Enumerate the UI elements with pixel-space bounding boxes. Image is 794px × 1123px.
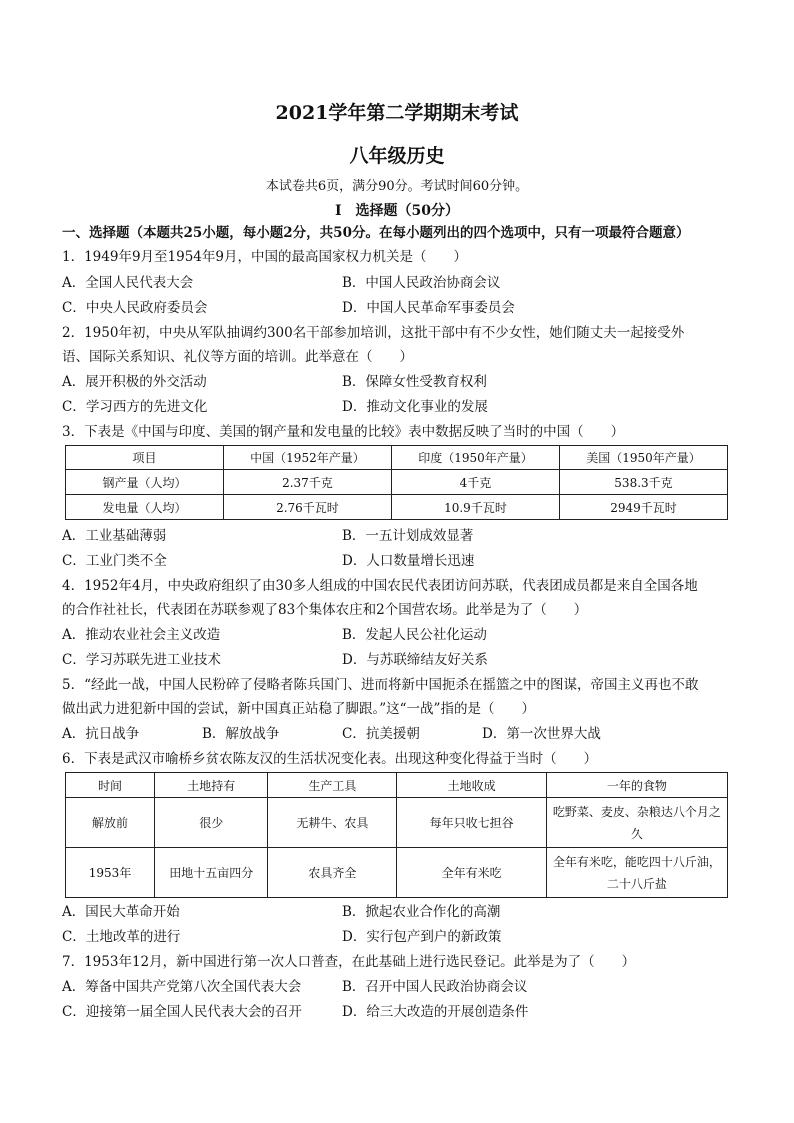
- question-4-option-a: A．推动农业社会主义改造: [62, 627, 221, 643]
- question-4-option-d: D．与苏联缔结友好关系: [342, 652, 488, 668]
- question-4-stem-line1: 4．1952年4月，中央政府组织了由30多人组成的中国农民代表团访问苏联，代表团成员都是来自全国各地: [62, 578, 698, 594]
- question-1-option-c: C．中央人民政府委员会: [62, 300, 208, 316]
- table-row: [66, 848, 728, 898]
- question-1-option-b: B．中国人民政治协商会议: [342, 275, 501, 291]
- question-6-option-b: B．掀起农业合作化的高潮: [342, 904, 501, 920]
- question-1-stem: 1．1949年9月至1954年9月，中国的最高国家权力机关是（ ）: [62, 249, 467, 265]
- question-5-option-b: B．解放战争: [202, 726, 280, 742]
- table-cell: 吃野菜、麦皮、杂粮达八个月之久: [546, 798, 727, 848]
- table-row: [66, 470, 728, 495]
- question-7-option-a: A．筹备中国共产党第八次全国代表大会: [62, 979, 302, 995]
- question-1-option-a: A．全国人民代表大会: [62, 275, 194, 291]
- question-2-option-d: D．推动文化事业的发展: [342, 399, 488, 415]
- question-2-option-c: C．学习西方的先进文化: [62, 399, 208, 415]
- table-header-cell: 时间: [66, 773, 155, 798]
- question-5-option-a: A．抗日战争: [62, 726, 140, 742]
- table-header-row: [66, 773, 728, 798]
- question-3-option-b: B．一五计划成效显著: [342, 528, 474, 544]
- question-2-option-b: B．保障女性受教育权利: [342, 374, 487, 390]
- table-header-cell: 土地持有: [155, 773, 268, 798]
- question-5-option-d: D．第一次世界大战: [482, 726, 601, 742]
- table-header-cell: 美国（1950年产量）: [559, 446, 727, 470]
- table-cell: 全年有米吃: [397, 848, 546, 898]
- part-heading: Ⅰ 选择题（50分）: [334, 203, 460, 219]
- table-header-cell: 土地收成: [397, 773, 546, 798]
- question-7-stem: 7．1953年12月，新中国进行第一次人口普查，在此基础上进行选民登记。此举是为了（ ）: [62, 954, 636, 970]
- question-4-option-b: B．发起人民公社化运动: [342, 627, 487, 643]
- table-header-cell: 一年的食物: [546, 773, 727, 798]
- question-2-stem-line1: 2．1950年初，中央从军队抽调约300名干部参加培训，这批干部中有不少女性，她们随丈夫一起接受外: [62, 325, 685, 341]
- table-cell: 10.9千瓦时: [391, 495, 559, 520]
- question-6-option-a: A．国民大革命开始: [62, 904, 180, 920]
- question-4-option-c: C．学习苏联先进工业技术: [62, 652, 221, 668]
- question-2-option-a: A．展开积极的外交活动: [62, 374, 207, 390]
- question-2-stem-line2: 语、国际关系知识、礼仪等方面的培训。此举意在（ ）: [62, 349, 413, 365]
- living-conditions-table: [65, 772, 728, 898]
- table-cell: 2.37千克: [223, 470, 391, 495]
- table-header-cell: 生产工具: [268, 773, 397, 798]
- table-cell: 4千克: [391, 470, 559, 495]
- table-cell: 2.76千瓦时: [223, 495, 391, 520]
- table-cell: 538.3千克: [559, 470, 727, 495]
- table-header-cell: 中国（1952年产量）: [223, 446, 391, 470]
- table-cell: 每年只收七担谷: [397, 798, 546, 848]
- question-6-stem: 6．下表是武汉市喻桥乡贫农陈友汉的生活状况变化表。出现这种变化得益于当时（ ）: [62, 751, 598, 767]
- table-cell: 钢产量（人均）: [66, 470, 224, 495]
- exam-title: 2021学年第二学期期末考试: [275, 102, 519, 124]
- table-header-cell: 项目: [66, 446, 224, 470]
- table-header-cell: 印度（1950年产量）: [391, 446, 559, 470]
- question-5-option-c: C．抗美援朝: [342, 726, 420, 742]
- question-5-stem-line1: 5．“经此一战，中国人民粉碎了侵略者陈兵国门、进而将新中国扼杀在摇篮之中的图谋，帝国主义再也不敢: [62, 677, 699, 693]
- table-cell: 解放前: [66, 798, 155, 848]
- table-row: [66, 798, 728, 848]
- table-cell: 无耕牛、农具: [268, 798, 397, 848]
- question-3-stem: 3．下表是《中国与印度、美国的钢产量和发电量的比较》表中数据反映了当时的中国（ ）: [62, 424, 625, 440]
- question-5-stem-line2: 做出武力进犯新中国的尝试，新中国真正站稳了脚跟。”这“一战”指的是（ ）: [62, 701, 535, 717]
- subject-title: 八年级历史: [349, 145, 445, 167]
- question-3-option-d: D．人口数量增长迅速: [342, 553, 475, 569]
- question-6-option-d: D．实行包产到户的新政策: [342, 929, 502, 945]
- steel-electricity-table: [65, 445, 728, 520]
- table-cell: 很少: [155, 798, 268, 848]
- table-cell: 农具齐全: [268, 848, 397, 898]
- question-7-option-b: B．召开中国人民政治协商会议: [342, 979, 528, 995]
- table-cell: 田地十五亩四分: [155, 848, 268, 898]
- table-row: [66, 495, 728, 520]
- question-4-stem-line2: 的合作社社长，代表团在苏联参观了83个集体农庄和2个国营农场。此举是为了（ ）: [62, 602, 588, 618]
- exam-info: 本试卷共6页，满分90分。考试时间60分钟。: [265, 179, 529, 194]
- question-3-option-a: A．工业基础薄弱: [62, 528, 167, 544]
- table-cell: 2949千瓦时: [559, 495, 727, 520]
- question-7-option-c: C．迎接第一届全国人民代表大会的召开: [62, 1004, 302, 1020]
- table-cell: 1953年: [66, 848, 155, 898]
- table-header-row: [66, 446, 728, 470]
- question-7-option-d: D．给三大改造的开展创造条件: [342, 1004, 529, 1020]
- question-6-option-c: C．土地改革的进行: [62, 929, 181, 945]
- question-3-option-c: C．工业门类不全: [62, 553, 167, 569]
- table-cell: 全年有米吃，能吃四十八斤油，二十八斤盐: [546, 848, 727, 898]
- table-cell: 发电量（人均）: [66, 495, 224, 520]
- section-title: 一、选择题（本题共25小题，每小题2分，共50分。在每小题列出的四个选项中，只有一项最符合题意）: [62, 225, 690, 241]
- question-1-option-d: D．中国人民革命军事委员会: [342, 300, 515, 316]
